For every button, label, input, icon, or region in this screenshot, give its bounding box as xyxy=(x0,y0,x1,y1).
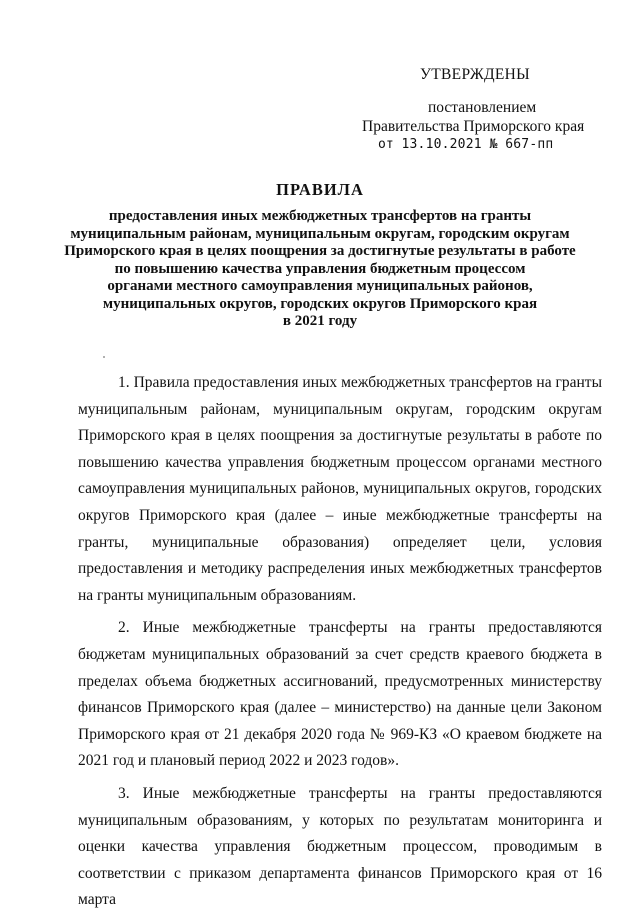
approval-line-date-number xyxy=(378,138,553,151)
subtitle-line: муниципальным районам, муниципальным округам, городским округам xyxy=(70,225,570,242)
document-body xyxy=(78,370,602,920)
subtitle-line: органами местного самоуправления муниципальных районов, xyxy=(107,278,533,294)
document-title: ПРАВИЛА xyxy=(276,180,364,199)
approval-line-government: Правительства Приморского края xyxy=(362,118,585,135)
scan-mark xyxy=(103,356,105,358)
approval-date-prefix: от xyxy=(378,137,402,152)
subtitle-line: предоставления иных межбюджетных трансфертов на гранты xyxy=(108,208,532,224)
subtitle-line: Приморского края в целях поощрения за достигнутые результаты в работе xyxy=(64,243,576,259)
document-subtitle xyxy=(60,208,580,331)
paragraph-2: 2. Иные межбюджетные трансферты на гранты предоставляются бюджетам муниципальных образований за счет средств краевого бюджета в пределах объема бюджетных ассигнований, предусмотренных министерству финансов Приморского края (далее – министерство) на данные цели Законом Приморского края от 21 декабря 2020 года № 969-КЗ «О краевом бюджете на 2021 год и плановый период 2022 и 2023 годов». xyxy=(78,619,602,770)
approval-number: 667-пп xyxy=(505,137,554,152)
approval-title: УТВЕРЖДЕНЫ xyxy=(420,66,530,83)
paragraph-1: 1. Правила предоставления иных межбюджетных трансфертов на гранты муниципальным районам, муниципальным округам, городским округам Приморского края в целях поощрения за достигнутые результаты в работе по повышению качества управления бюджетным процессом органами местного самоуправления муниципальных районов, муниципальных округов, городских округов Приморского края (далее – иные межбюджетные трансферты на гранты, муниципальные образования) определяет цели, условия предоставления и методику распределения иных межбюджетных трансфертов на гранты муниципальным образованиям. xyxy=(78,374,602,604)
paragraph-3: 3. Иные межбюджетные трансферты на гранты предоставляются муниципальным образованиям, у которых по результатам мониторинга и оценки качества управления бюджетным процессом, проводимым в соответствии с приказом департамента финансов Приморского края от 16 марта xyxy=(78,784,602,909)
approval-date: 13.10.2021 xyxy=(401,137,482,152)
subtitle-line: муниципальных округов, городских округов Приморского края xyxy=(102,295,538,312)
approval-line-resolution: постановлением xyxy=(428,99,537,116)
approval-number-sign: № xyxy=(489,137,498,152)
subtitle-line: в 2021 году xyxy=(282,313,358,329)
subtitle-line: по повышению качества управления бюджетным процессом xyxy=(114,260,526,277)
